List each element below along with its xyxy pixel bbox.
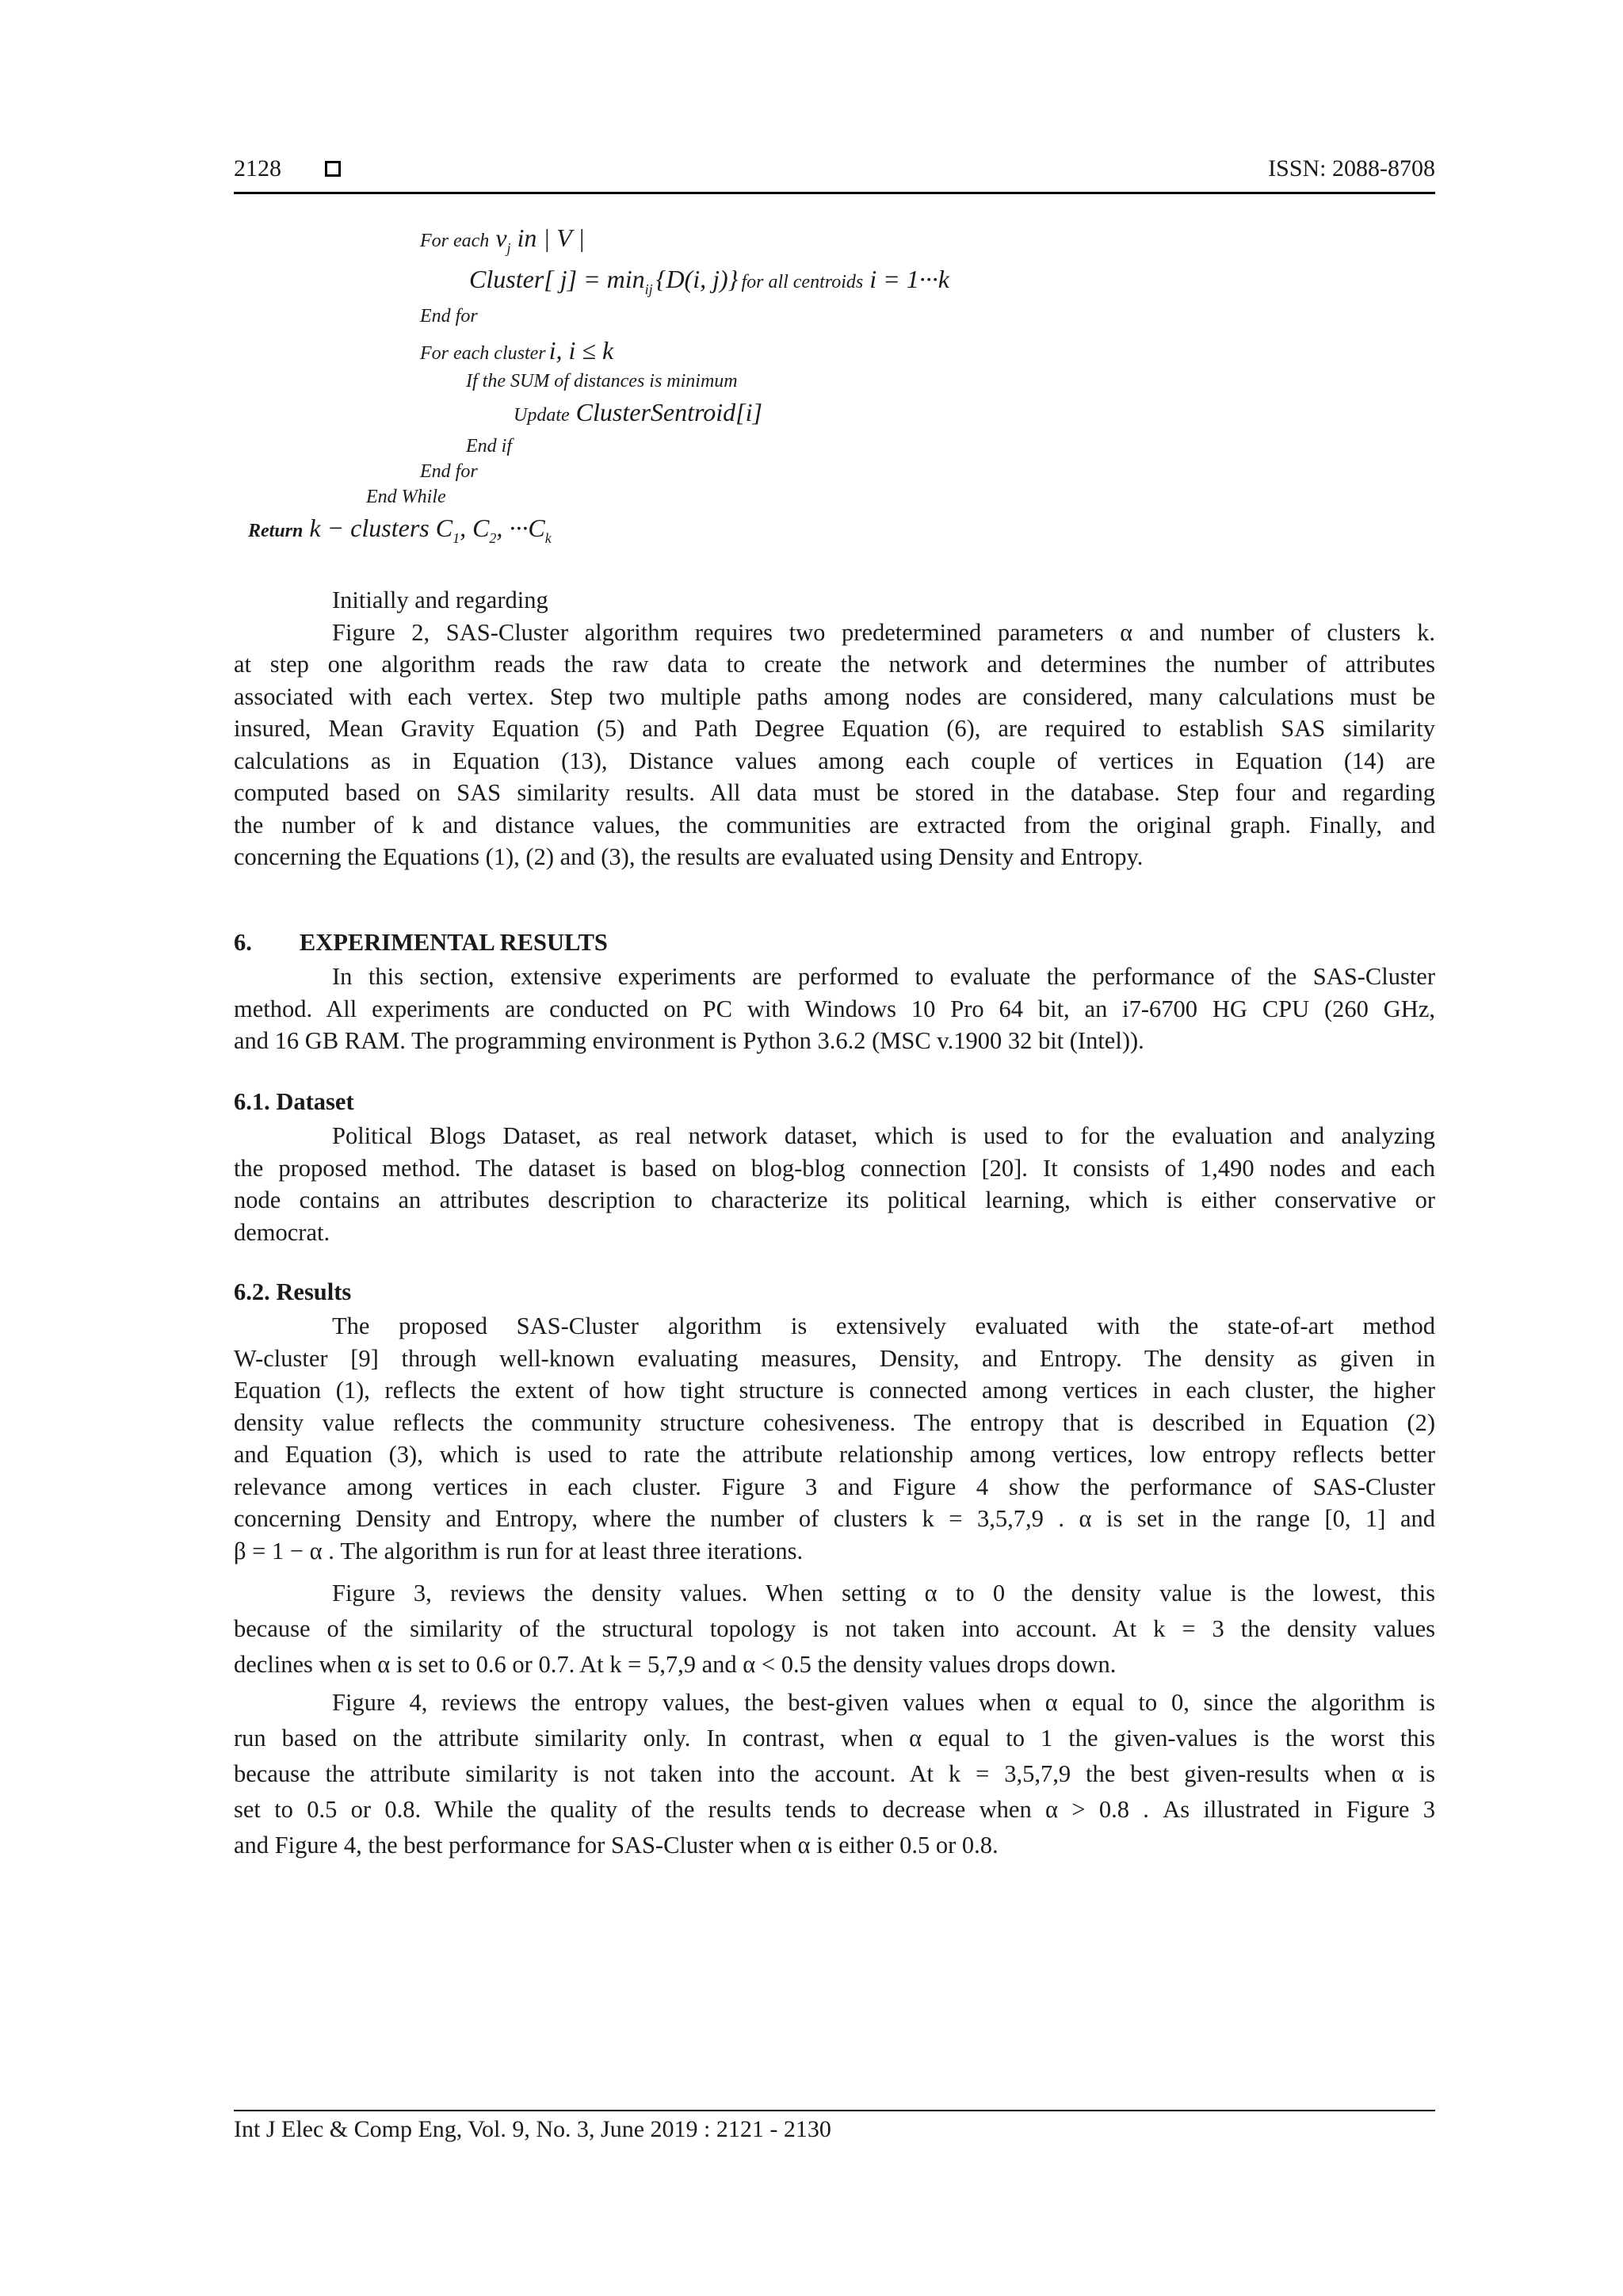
intro-paragraph: Initially and regarding Figure 2, SAS-Cluster algorithm requires two predetermined parameters α and number of clusters k. at step one algorithm reads the raw data to create the network and determines the number of attributes associated with each vertex. Step two multiple paths among nodes are considered, many calculations must be insured, Mean Gravity Equation (5) and Path Degree Equation (6), are required to establish SAS similarity calculations as in Equation (13), Distance values among each couple of vertices in Equation (14) are computed based on SAS similarity results. All data must be stored in the database. Step four and regarding the number of k and distance values, the communities are extracted from the original graph. Finally, and concerning the Equations (1), (2) and (3), the results are evaluated using Density and Entropy.	[234, 586, 1435, 870]
section-6-2-heading: 6.2. Results	[234, 1278, 352, 1305]
pseudo-end-for: End for	[420, 306, 478, 327]
pseudo-return: Return k − clusters C1, C2, ···Ck	[248, 514, 552, 546]
pseudo-end-for-2: End for	[420, 461, 478, 482]
pseudo-if-sum: If the SUM of distances is minimum	[466, 371, 738, 392]
issn: ISSN: 2088-8708	[1268, 155, 1435, 181]
pseudo-end-if: End if	[466, 436, 512, 457]
section-6-heading: 6. EXPERIMENTAL RESULTS	[234, 929, 608, 956]
pseudo-update: Update ClusterSentroid[i]	[514, 398, 762, 426]
pseudo-for-each-cluster: For each cluster i, i ≤ k	[420, 336, 614, 365]
footer-citation: Int J Elec & Comp Eng, Vol. 9, No. 3, June 2019 : 2121 - 2130	[234, 2116, 831, 2142]
footer-rule	[234, 2110, 1435, 2111]
header-rule	[234, 192, 1435, 194]
pseudo-cluster-assignment: Cluster[ j] = minij {D(i, j)} for all centroids i = 1···k	[469, 265, 949, 297]
section-6-2-paragraph-1: The proposed SAS-Cluster algorithm is extensively evaluated with the state-of-art method W-cluster [9] through well-known evaluating measures, Density, and Entropy. The density as given in Equation (1), reflects the extent of how tight structure is connected among vertices in each cluster, the higher density value reflects the community structure cohesiveness. The entropy that is described in Equation (2) and Equation (3), which is used to rate the attribute relationship among vertices, low entropy reflects better relevance among vertices in each cluster. Figure 3 and Figure 4 show the performance of SAS-Cluster concerning Density and Entropy, where the number of clusters k = 3,5,7,9 . α is set in the range [0, 1] and β = 1 − α . The algorithm is run for at least three iterations.	[234, 1312, 1435, 1564]
section-6-paragraph: In this section, extensive experiments are performed to evaluate the performance of the SAS-Cluster method. All experiments are conducted on PC with Windows 10 Pro 64 bit, an i7-6700 HG CPU (260 GHz, and 16 GB RAM. The programming environment is Python 3.6.2 (MSC v.1900 32 bit (Intel)).	[234, 963, 1435, 1054]
pseudo-end-while: End While	[366, 487, 446, 507]
section-6-1-paragraph: Political Blogs Dataset, as real network dataset, which is used to for the evaluation and analyzing the proposed method. The dataset is based on blog-blog connection [20]. It consists of 1,490 nodes and each node contains an attributes description to characterize its political learning, which is either conservative or democrat.	[234, 1122, 1435, 1246]
section-6-1-heading: 6.1. Dataset	[234, 1088, 354, 1115]
pseudo-for-each-vertex: For each vj in | V |	[420, 223, 585, 256]
page-number: 2128	[234, 155, 281, 181]
section-6-2-paragraph-2: Figure 3, reviews the density values. When setting α to 0 the density value is the lowest, this because of the similarity of the structural topology is not taken into account. At k = 3 the density values declines when α is set to 0.6 or 0.7. At k = 5,7,9 and α < 0.5 the density values drops down.	[234, 1580, 1435, 1678]
header-box-icon	[325, 161, 341, 177]
section-6-2-paragraph-3: Figure 4, reviews the entropy values, the best-given values when α equal to 0, since the algorithm is run based on the attribute similarity only. In contrast, when α equal to 1 the given-values is the worst this because the attribute similarity is not taken into the account. At k = 3,5,7,9 the best given-results when α is set to 0.5 or 0.8. While the quality of the results tends to decrease when α > 0.8 . As illustrated in Figure 3 and Figure 4, the best performance for SAS-Cluster when α is either 0.5 or 0.8.	[234, 1689, 1435, 1859]
